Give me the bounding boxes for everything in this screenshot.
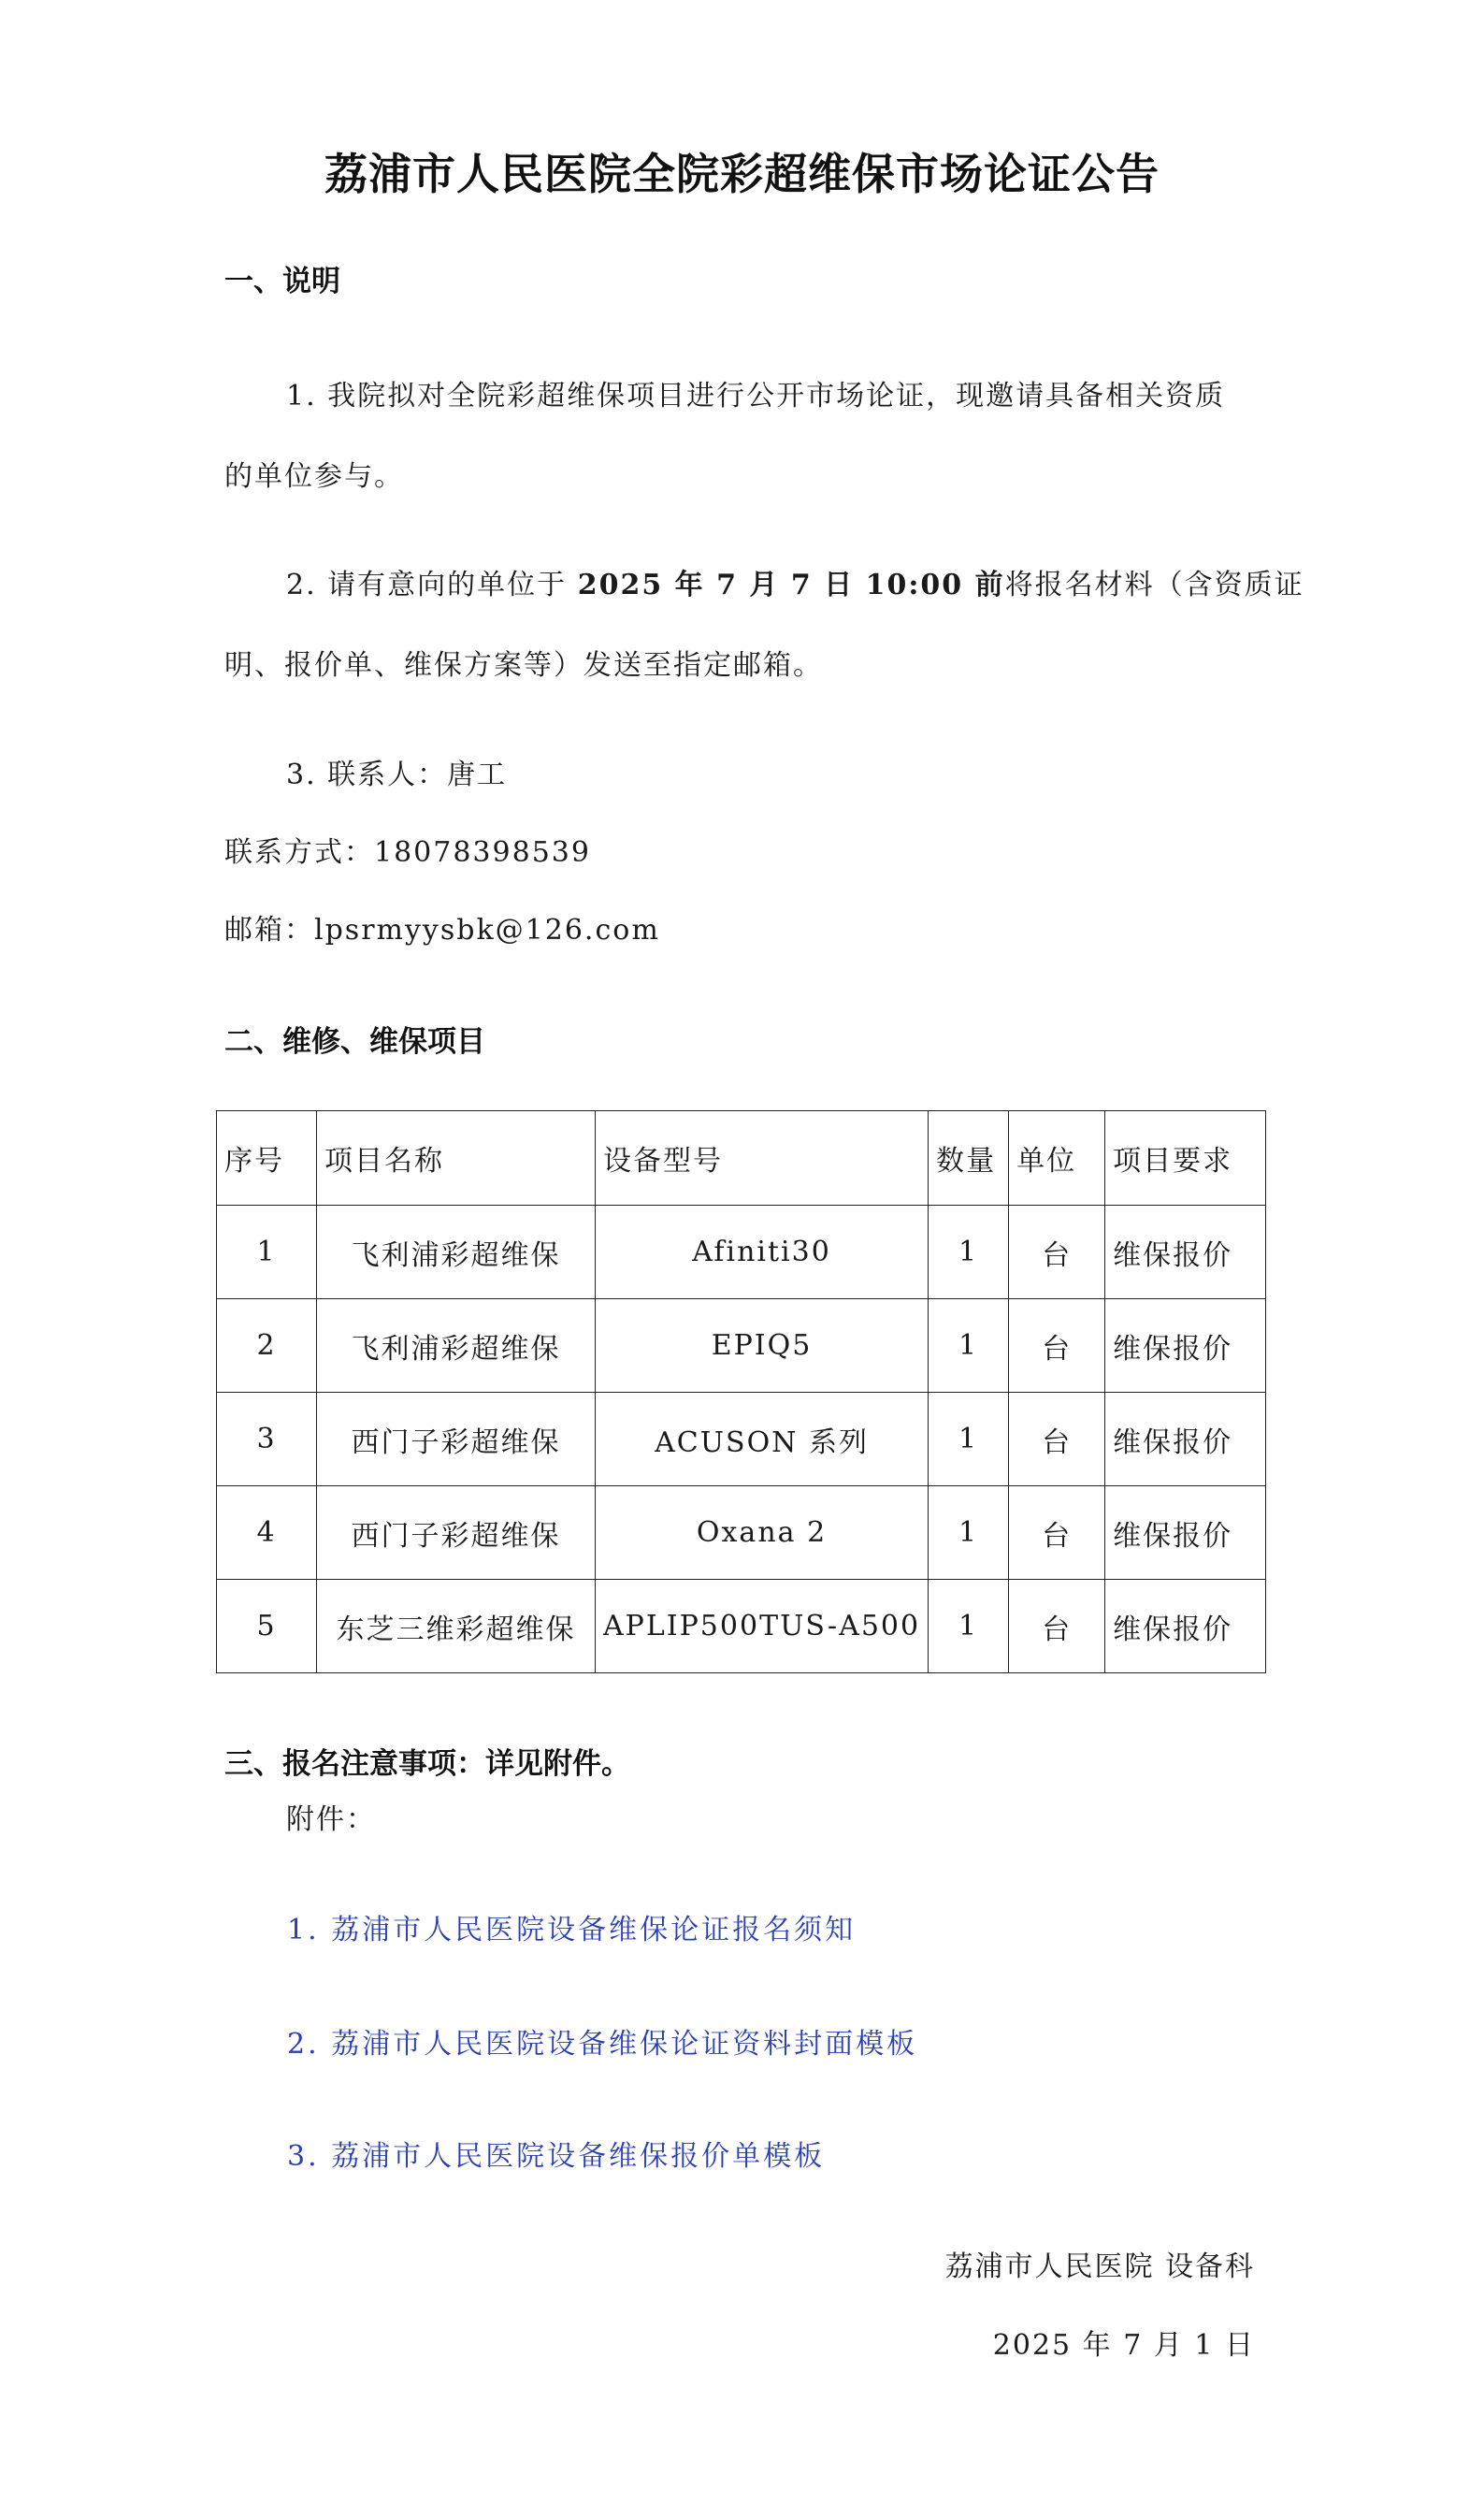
table-cell: 东芝三维彩超维保	[317, 1580, 596, 1673]
table-cell: 西门子彩超维保	[317, 1486, 596, 1580]
table-cell: APLIP500TUS-A500	[596, 1580, 929, 1673]
section-1-heading: 一、说明	[224, 265, 340, 298]
table-cell: 台	[1009, 1393, 1105, 1486]
table-cell: 台	[1009, 1486, 1105, 1580]
table-cell: 1	[929, 1486, 1009, 1580]
contact-person: 3. 联系人：唐工	[286, 759, 508, 791]
signature-date: 2025 年 7 月 1 日	[992, 2329, 1255, 2362]
table-cell: 飞利浦彩超维保	[317, 1299, 596, 1393]
signature-org: 荔浦市人民医院 设备科	[944, 2250, 1255, 2283]
column-header: 设备型号	[596, 1111, 929, 1206]
table-cell: 维保报价	[1105, 1486, 1266, 1580]
paragraph-2-line-2: 明、报价单、维保方案等）发送至指定邮箱。	[224, 649, 823, 682]
table-cell: 台	[1009, 1206, 1105, 1299]
paragraph-2-deadline: 2025 年 7 月 7 日 10:00 前	[577, 569, 1005, 601]
table-row	[217, 1486, 1266, 1580]
contact-phone: 联系方式：18078398539	[224, 836, 591, 869]
column-header: 序号	[217, 1111, 317, 1206]
table-cell: 维保报价	[1105, 1580, 1266, 1673]
table-cell: 维保报价	[1105, 1393, 1266, 1486]
table-cell: EPIQ5	[596, 1299, 929, 1393]
table-row	[217, 1580, 1266, 1673]
table-cell: ACUSON 系列	[596, 1393, 929, 1486]
table-header-row	[217, 1111, 1266, 1206]
column-header: 数量	[929, 1111, 1009, 1206]
table-row	[217, 1393, 1266, 1486]
contact-email: 邮箱：lpsrmyysbk@126.com	[224, 914, 660, 947]
section-3-heading: 三、报名注意事项：详见附件。	[224, 1747, 630, 1781]
table-cell: 西门子彩超维保	[317, 1393, 596, 1486]
paragraph-2-line-1	[286, 561, 1304, 602]
table-cell: 台	[1009, 1580, 1105, 1673]
paragraph-1-line-2: 的单位参与。	[224, 460, 404, 493]
table-cell: 1	[929, 1393, 1009, 1486]
table-cell: 台	[1009, 1299, 1105, 1393]
table-cell: 飞利浦彩超维保	[317, 1206, 596, 1299]
document-title: 荔浦市人民医院全院彩超维保市场论证公告	[324, 149, 1160, 199]
paragraph-2-pre: 2. 请有意向的单位于	[286, 569, 578, 601]
attachment-link-1[interactable]: 1. 荔浦市人民医院设备维保论证报名须知	[287, 1914, 857, 1946]
table-cell: 5	[217, 1580, 317, 1673]
table-cell: 4	[217, 1486, 317, 1580]
column-header: 项目要求	[1105, 1111, 1266, 1206]
items-table	[216, 1110, 1266, 1673]
paragraph-1-line-1: 1. 我院拟对全院彩超维保项目进行公开市场论证，现邀请具备相关资质	[286, 380, 1226, 412]
table-cell: 1	[929, 1580, 1009, 1673]
column-header: 项目名称	[317, 1111, 596, 1206]
table-cell: 维保报价	[1105, 1299, 1266, 1393]
attachment-link-3[interactable]: 3. 荔浦市人民医院设备维保报价单模板	[287, 2140, 826, 2173]
table-cell: 维保报价	[1105, 1206, 1266, 1299]
table-cell: 1	[929, 1299, 1009, 1393]
attachments-label: 附件：	[286, 1803, 376, 1836]
column-header: 单位	[1009, 1111, 1105, 1206]
table-cell: 2	[217, 1299, 317, 1393]
table-cell: 1	[929, 1206, 1009, 1299]
section-2-heading: 二、维修、维保项目	[224, 1025, 485, 1059]
table-row	[217, 1299, 1266, 1393]
table-cell: 3	[217, 1393, 317, 1486]
table-row	[217, 1206, 1266, 1299]
table-cell: Oxana 2	[596, 1486, 929, 1580]
table-cell: Afiniti30	[596, 1206, 929, 1299]
attachment-link-2[interactable]: 2. 荔浦市人民医院设备维保论证资料封面模板	[287, 2028, 918, 2061]
table-cell: 1	[217, 1206, 317, 1299]
paragraph-2-post: 将报名材料（含资质证	[1004, 569, 1304, 601]
